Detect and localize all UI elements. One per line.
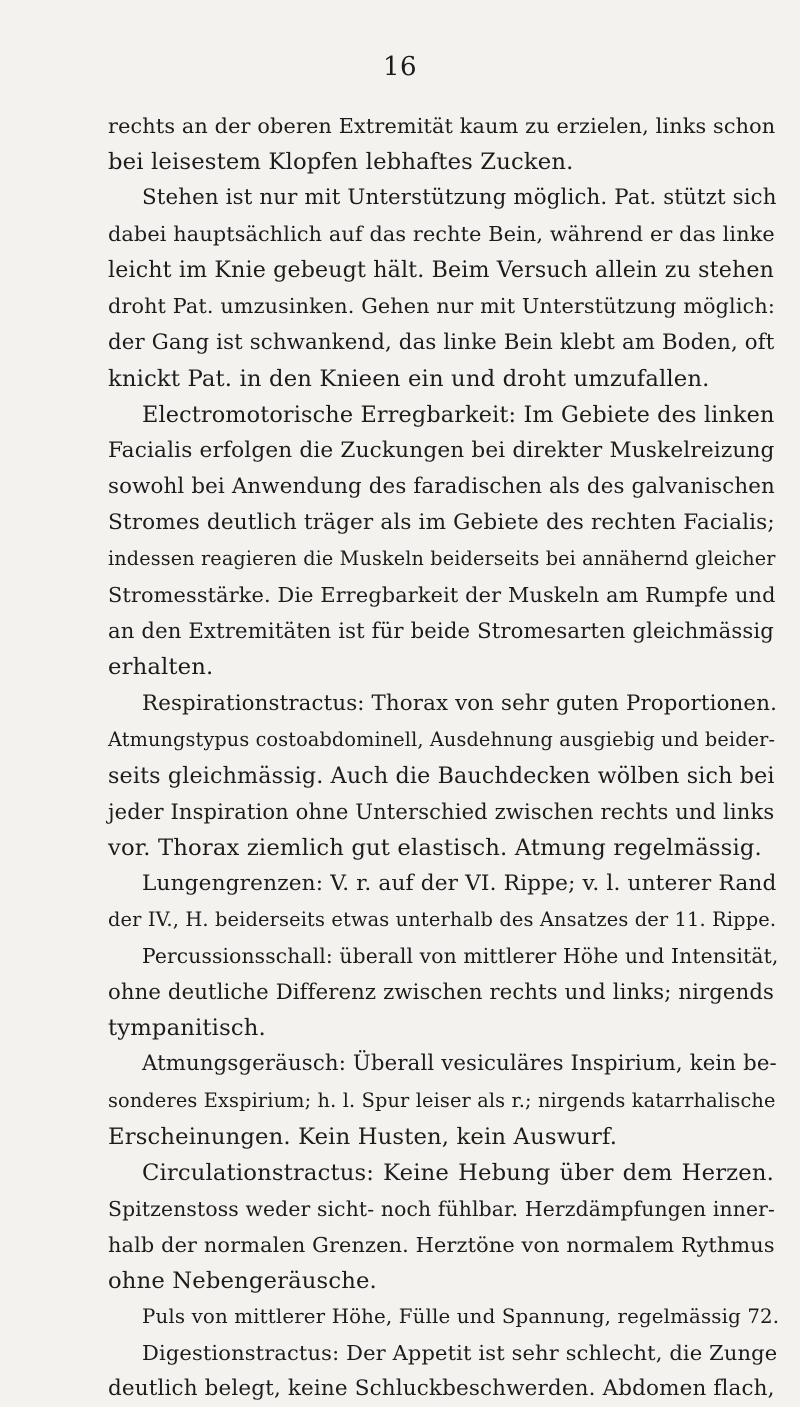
text-line: Percussionsschall: überall von mittlerer Höhe und Intensität,	[142, 944, 779, 969]
text-line: der IV., H. beiderseits etwas unterhalb des Ansatzes der 11. Rippe.	[108, 908, 777, 932]
text-line: jeder Inspiration ohne Unterschied zwischen rechts und links	[108, 798, 775, 824]
text-line: indessen reagieren die Muskeln beiderseits bei annähernd gleicher	[108, 547, 776, 571]
text-line: sowohl bei Anwendung des faradischen als des galvanischen	[108, 473, 775, 499]
text-line: Stromes deutlich träger als im Gebiete des rechten Facialis;	[108, 510, 775, 536]
text-line: rechts an der oberen Extremität kaum zu erzielen, links schon	[108, 114, 776, 138]
text-line: Circulationstractus: Keine Hebung über dem Herzen.	[142, 1159, 774, 1186]
text-line: droht Pat. umzusinken. Gehen nur mit Unterstützung möglich:	[108, 294, 775, 319]
text-line: sonderes Exspirium; h. l. Spur leiser als r.; nirgends katarrhalische	[108, 1088, 776, 1112]
text-line: Spitzenstoss weder sicht- noch fühlbar. Herzdämpfungen inner-	[108, 1196, 776, 1221]
text-line: leicht im Knie gebeugt hält. Beim Versuch allein zu stehen	[108, 257, 774, 284]
text-line: seits gleichmässig. Auch die Bauchdecken wölben sich bei	[108, 762, 775, 789]
text-line: bei leisestem Klopfen lebhaftes Zucken.	[108, 149, 574, 176]
text-line: knickt Pat. in den Knieen ein und droht umzufallen.	[108, 365, 710, 392]
text-line: vor. Thorax ziemlich gut elastisch. Atmung regelmässig.	[108, 834, 762, 861]
text-line: der Gang ist schwankend, das linke Bein klebt am Boden, oft	[108, 329, 775, 355]
text-line: Atmungstypus costoabdominell, Ausdehnung ausgiebig und beider-	[108, 727, 776, 751]
page-number: 16	[382, 52, 418, 82]
text-line: Respirationstractus: Thorax von sehr guten Proportionen.	[142, 690, 777, 716]
text-line: Erscheinungen. Kein Husten, kein Auswurf.	[108, 1123, 618, 1150]
text-line: tympanitisch.	[108, 1015, 266, 1042]
text-line: halb der normalen Grenzen. Herztöne von normalem Rythmus	[108, 1232, 775, 1257]
text-line: Puls von mittlerer Höhe, Fülle und Spannung, regelmässig 72.	[142, 1305, 780, 1329]
text-line: dabei hauptsächlich auf das rechte Bein, während er das linke	[108, 222, 775, 247]
text-line: deutlich belegt, keine Schluckbeschwerden. Abdomen flach,	[108, 1376, 775, 1402]
text-line: Facialis erfolgen die Zuckungen bei direkter Muskelreizung	[108, 437, 775, 463]
text-line: Stehen ist nur mit Unterstützung möglich. Pat. stützt sich	[142, 185, 777, 211]
text-line: Atmungsgeräusch: Überall vesiculäres Inspirium, kein be-	[142, 1051, 777, 1077]
body-text	[108, 108, 780, 1407]
text-line: erhalten.	[108, 654, 214, 681]
text-line: Lungengrenzen: V. r. auf der VI. Rippe; v. l. unterer Rand	[142, 870, 777, 896]
text-line: ohne deutliche Differenz zwischen rechts und links; nirgends	[108, 979, 774, 1005]
text-line: Digestionstractus: Der Appetit ist sehr schlecht, die Zunge	[142, 1341, 778, 1366]
text-line: ohne Nebengeräusche.	[108, 1268, 377, 1294]
text-line: Electromotorische Erregbarkeit: Im Gebiete des linken	[142, 401, 775, 428]
text-line: an den Extremitäten ist für beide Stromesarten gleichmässig	[108, 618, 774, 644]
text-line: Stromesstärke. Die Erregbarkeit der Muskeln am Rumpfe und	[108, 583, 776, 608]
